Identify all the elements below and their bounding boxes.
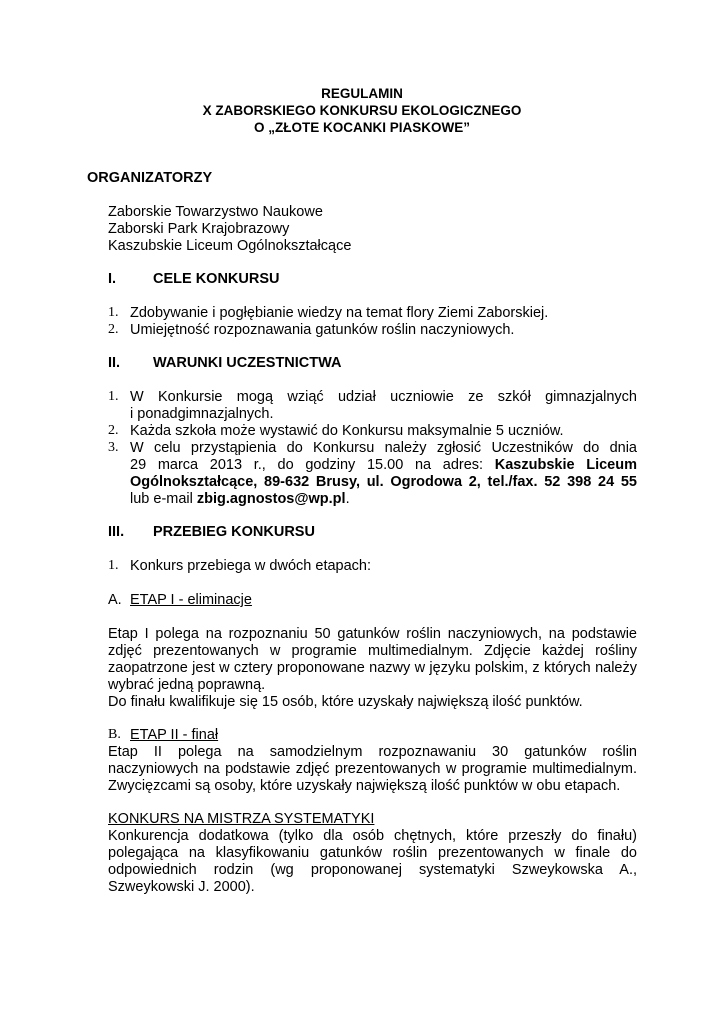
email-period: .	[345, 491, 350, 507]
stage-b-title: ETAP II - finał	[130, 727, 219, 743]
paragraph-line: Etap II polega na samodzielnym rozpoznawaniu 30 gatunków roślin	[108, 744, 637, 760]
paragraph-line: Szweykowski J. 2000).	[108, 879, 255, 895]
address-details: Ogólnokształcące, 89-632 Brusy, ul. Ogrodowa 2, tel./fax. 52 398 24 55	[130, 474, 637, 490]
master-contest-title: KONKURS NA MISTRZA SYSTEMATYKI	[108, 811, 375, 827]
list-number: 1.	[108, 305, 119, 320]
list-number: 1.	[108, 558, 119, 573]
paragraph-line: odpowiednich rodzin (wg proponowanej systematyki Szweykowska A.,	[108, 862, 637, 878]
organizers-heading: ORGANIZATORZY	[87, 170, 213, 186]
paragraph-line: Zwycięzcami są osoby, które uzyskały największą ilość punktów w obu etapach.	[108, 778, 621, 794]
list-item: Zdobywanie i pogłębianie wiedzy na temat flory Ziemi Zaborskiej.	[130, 305, 549, 321]
document-title-line1: REGULAMIN	[321, 86, 403, 101]
section1-roman: I.	[108, 271, 117, 287]
list-item-line: W Konkursie mogą wziąć udział uczniowie ze szkół gimnazjalnych	[130, 389, 637, 405]
section3-roman: III.	[108, 524, 125, 540]
stage-a-letter: A.	[108, 592, 122, 608]
section2-roman: II.	[108, 355, 121, 371]
organizer-item: Zaborski Park Krajobrazowy	[108, 221, 290, 237]
paragraph-line: Etap I polega na rozpoznaniu 50 gatunków roślin naczyniowych, na podstawie	[108, 626, 637, 642]
section2-heading: WARUNKI UCZESTNICTWA	[153, 355, 342, 371]
list-item: Każda szkoła może wystawić do Konkursu maksymalnie 5 uczniów.	[130, 423, 564, 439]
document-title-line2: X ZABORSKIEGO KONKURSU EKOLOGICZNEGO	[202, 103, 522, 118]
paragraph-line: naczyniowych na podstawie zdjęć prezentowanych w programie multimedialnym.	[108, 761, 637, 777]
paragraph-line: wybrać jedną poprawną.	[108, 677, 266, 693]
list-number: 2.	[108, 423, 119, 438]
organizer-item: Zaborskie Towarzystwo Naukowe	[108, 204, 323, 220]
email-intro: lub e-mail	[130, 491, 193, 507]
list-item-line: i ponadgimnazjalnych.	[130, 406, 274, 422]
list-number: 1.	[108, 389, 119, 404]
list-number: 2.	[108, 322, 119, 337]
list-item-line	[130, 457, 637, 474]
organizer-item: Kaszubskie Liceum Ogólnokształcące	[108, 238, 352, 254]
list-item-line: W celu przystąpienia do Konkursu należy zgłosić Uczestników do dnia	[130, 440, 637, 456]
list-item: Konkurs przebiega w dwóch etapach:	[130, 558, 372, 574]
document-title-line3: O „ZŁOTE KOCANKI PIASKOWE”	[254, 120, 470, 135]
stage-a-title: ETAP I - eliminacje	[130, 592, 252, 608]
list-item: Umiejętność rozpoznawania gatunków roślin naczyniowych.	[130, 322, 515, 338]
stage-b-letter: B.	[108, 727, 121, 742]
address-school-name: Kaszubskie Liceum	[494, 457, 638, 473]
email-address: zbig.agnostos@wp.pl	[196, 491, 346, 507]
list-item-line	[130, 491, 350, 508]
paragraph-line: zdjęć prezentowanych w programie multimedialnym. Zdjęcie każdej rośliny	[108, 643, 637, 659]
paragraph-line: Do finału kwalifikuje się 15 osób, które uzyskały największą ilość punktów.	[108, 694, 583, 710]
paragraph-line: zaopatrzone jest w cztery proponowane nazwy w języku polskim, z których należy	[108, 660, 637, 676]
paragraph-line: Konkurencja dodatkowa (tylko dla osób chętnych, które przeszły do finału)	[108, 828, 637, 844]
section1-heading: CELE KONKURSU	[153, 271, 280, 287]
section3-heading: PRZEBIEG KONKURSU	[153, 524, 315, 540]
paragraph-line: polegająca na klasyfikowaniu gatunków roślin prezentowanych w finale do	[108, 845, 637, 861]
list-number: 3.	[108, 440, 119, 455]
address-intro: 29 marca 2013 r., do godziny 15.00 na adres:	[130, 457, 484, 473]
